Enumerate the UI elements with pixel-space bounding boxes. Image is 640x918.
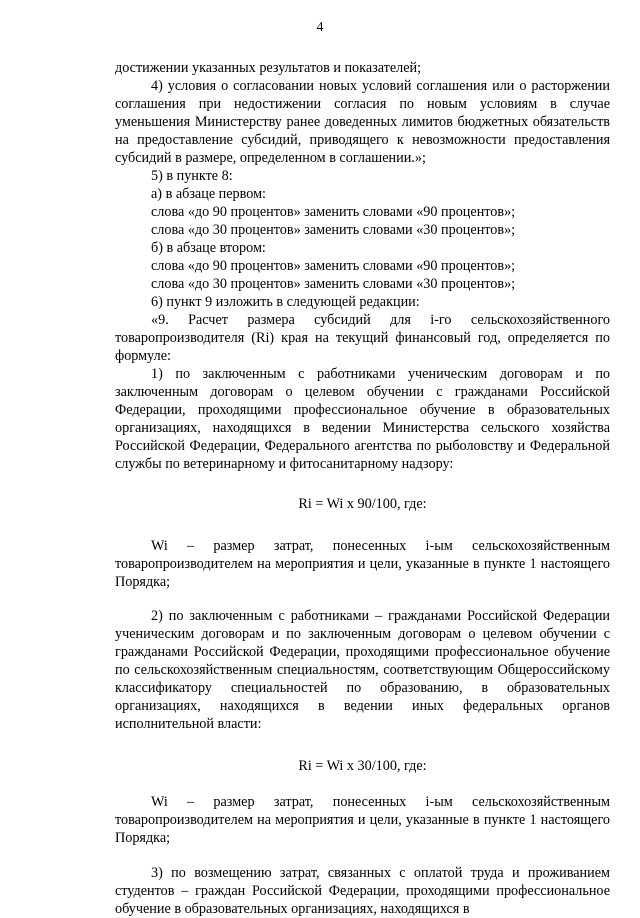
paragraph: слова «до 90 процентов» заменить словами «90 процентов»; <box>151 258 516 274</box>
paragraph: 4) условия о согласовании новых условий соглашения или о расторжении соглашения при недостижении согласия по новым условиям в случае уменьшения Министерству ранее доведенных лимитов бюджетных обязательств на предоставление субсидий, приводящего к невозможности предоставления субсидий в размере, определенном в соглашении.»; <box>115 78 610 166</box>
paragraph: 6) пункт 9 изложить в следующей редакции: <box>151 294 420 310</box>
paragraph: Wi – размер затрат, понесенных i-ым сельскохозяйственным товаропроизводителем на мероприятия и цели, указанные в пункте 1 настоящего Порядка; <box>115 794 610 846</box>
paragraph: слова «до 30 процентов» заменить словами «30 процентов»; <box>151 222 516 238</box>
paragraph: 2) по заключенным с работниками – гражданами Российской Федерации ученическим договорам и по заключенным договорам о целевом обучении с гражданами Российской Федерации, проходящими профессиональное обучение по сельскохозяйственным специальностям, соответствующим Общероссийскому классификатору специальностей по образованию, в образовательных организациях, находящихся в ведении иных федеральных органов исполнительной власти: <box>115 608 610 732</box>
paragraph: достижении указанных результатов и показателей; <box>115 60 422 76</box>
paragraph: 3) по возмещению затрат, связанных с оплатой труда и проживанием студентов – граждан Российской Федерации, проходящими профессиональное обучение в образовательных организациях, находящихся в <box>115 865 610 917</box>
paragraph: «9. Расчет размера субсидий для i-го сельскохозяйственного товаропроизводителя (Ri) края на текущий финансовый год, определяется по формуле: <box>115 312 610 364</box>
page-number: 4 <box>316 20 324 35</box>
paragraph: б) в абзаце втором: <box>151 240 266 256</box>
paragraph: 1) по заключенным с работниками ученическим договорам и по заключенным договорам о целевом обучении с гражданами Российской Федерации, проходящими профессиональное обучение в образовательных организациях, находящихся в ведении Министерства сельского хозяйства Российской Федерации, Федерального агентства по рыболовству и Федеральной службы по ветеринарному и фитосанитарному надзору: <box>115 366 610 472</box>
paragraph: Wi – размер затрат, понесенных i-ым сельскохозяйственным товаропроизводителем на мероприятия и цели, указанные в пункте 1 настоящего Порядка; <box>115 538 610 590</box>
paragraph: а) в абзаце первом: <box>151 186 266 202</box>
formula: Ri = Wi x 30/100, где: <box>298 758 427 774</box>
paragraph: 5) в пункте 8: <box>151 168 233 184</box>
document-body <box>115 59 610 918</box>
paragraph: слова «до 90 процентов» заменить словами «90 процентов»; <box>151 204 516 220</box>
paragraph: слова «до 30 процентов» заменить словами «30 процентов»; <box>151 276 516 292</box>
formula: Ri = Wi x 90/100, где: <box>298 496 427 512</box>
